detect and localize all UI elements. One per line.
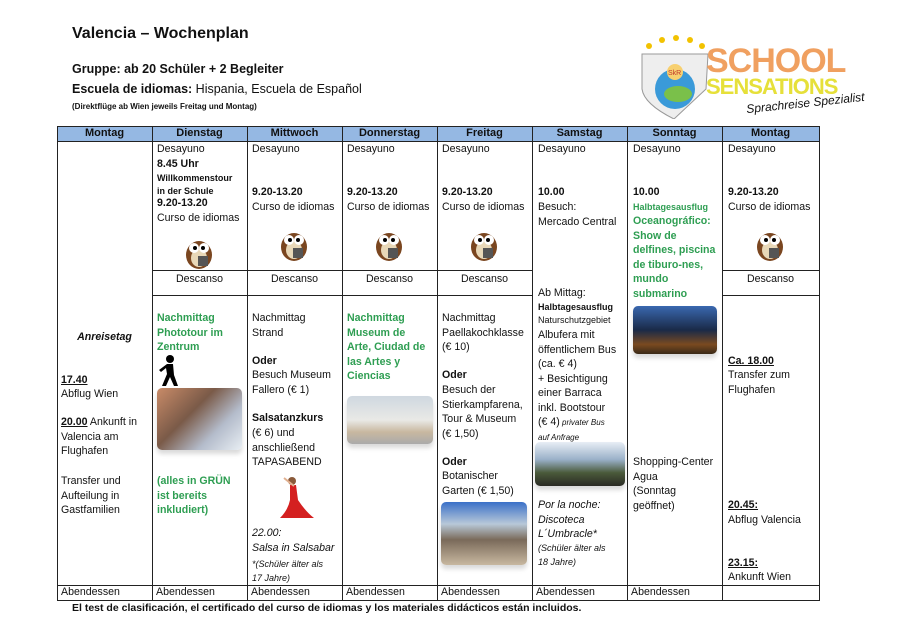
dinner-freitag: Abendessen	[441, 586, 500, 598]
sun-oceanografico: Oceanográfico: Show de delfines, piscina de tiburo-nes, mundo submarino	[633, 215, 716, 300]
grid-line	[342, 126, 343, 601]
thu-break: Descanso	[365, 273, 414, 285]
logo-shield-icon	[634, 34, 714, 119]
fri-or-2: Oder	[442, 456, 467, 468]
flights-note: (Direktflüge ab Wien jeweils Freitag und Montag)	[72, 102, 257, 111]
school-info	[72, 82, 362, 96]
walking-person-icon	[158, 355, 180, 387]
wed-or: Oder	[252, 355, 277, 367]
mon2-course: Curso de idiomas	[728, 201, 811, 213]
mon1-arrival	[61, 415, 137, 459]
grid-line	[722, 270, 819, 271]
header-dienstag: Dienstag	[152, 126, 247, 141]
page-title: Valencia – Wochenplan	[72, 25, 249, 42]
grid-line	[57, 126, 820, 127]
dinner-dienstag: Abendessen	[156, 586, 215, 598]
thu-afternoon: Nachmittag Museum de Arte, Ciudad de las Artes y Ciencias	[347, 312, 426, 382]
school-value: Hispania, Escuela de Español	[195, 82, 362, 96]
header-montag-2: Montag	[722, 126, 819, 141]
fri-or-1: Oder	[442, 369, 467, 381]
fri-garden: Botanischer Garten (€ 1,50)	[442, 470, 514, 497]
wed-course-time: 9.20-13.20	[252, 186, 303, 198]
grid-line	[247, 126, 248, 601]
grid-line	[819, 126, 820, 601]
tue-break: Descanso	[175, 273, 224, 285]
grid-line	[722, 126, 723, 601]
mon2-text-2: Abflug Valencia	[728, 514, 801, 526]
tue-welcome-tour: Willkommenstour in der Schule	[157, 173, 233, 196]
mon2-break: Descanso	[746, 273, 795, 285]
group-info: Gruppe: ab 20 Schüler + 2 Begleiter	[72, 62, 284, 76]
school-sensations-logo	[634, 34, 879, 124]
sat-trip-text	[538, 328, 616, 444]
logo-sensations: SENSATIONS	[706, 74, 838, 99]
group-photo	[441, 502, 527, 565]
fri-break: Descanso	[460, 273, 509, 285]
header-donnerstag: Donnerstag	[342, 126, 437, 141]
mon1-time-2: 20.00	[61, 416, 88, 428]
mon2-time-3: 23.15:	[728, 557, 759, 569]
sat-bus-note: privater Bus auf Anfrage	[538, 418, 605, 442]
logo-badge-text: SkR	[668, 70, 682, 77]
arrival-day-label: Anreisetag	[77, 331, 132, 343]
fri-course: Curso de idiomas	[442, 201, 525, 213]
wed-afternoon: Nachmittag Strand	[252, 312, 306, 339]
wed-break: Descanso	[270, 273, 319, 285]
owl-icon	[372, 228, 406, 262]
flamenco-dancer-icon	[272, 476, 318, 522]
owl-icon	[182, 236, 216, 270]
owl-icon	[277, 228, 311, 262]
grid-line	[57, 126, 58, 601]
sun-time: 10.00	[633, 186, 660, 198]
sun-shopping: Shopping-Center Agua (Sonntag geöffnet)	[633, 456, 714, 512]
tue-course-time: 9.20-13.20	[157, 197, 208, 209]
fri-course-time: 9.20-13.20	[442, 186, 493, 198]
tue-time: 8.45 Uhr	[157, 158, 199, 170]
sat-age-note: (Schüler älter als 18 Jahre)	[538, 543, 606, 567]
mon2-text-1: Transfer zum Flughafen	[728, 369, 791, 396]
mon1-text-2: Ankunft in Valencia am Flughafen	[61, 416, 137, 457]
sat-trip-details: Albufera mit öffentlichem Bus (ca. € 4) + Besichtigung einer Barraca inkl. Bootstour (€ 4)	[538, 329, 617, 428]
sun-trip: Halbtagesausflug	[633, 202, 709, 212]
wed-breakfast: Desayuno	[252, 143, 300, 155]
mon1-time-1: 17.40	[61, 374, 88, 386]
wed-salsa-title: Salsatanzkurs	[252, 412, 324, 424]
wed-course: Curso de idiomas	[252, 201, 335, 213]
sat-visit: Besuch: Mercado Central	[538, 201, 617, 228]
mon1-text-1: Abflug Wien	[61, 388, 119, 400]
phototour-photo	[157, 388, 242, 450]
dinner-mittwoch: Abendessen	[251, 586, 310, 598]
mon2-text-3: Ankunft Wien	[728, 571, 792, 583]
tue-afternoon: Nachmittag Phototour im Zentrum	[157, 312, 223, 353]
school-label: Escuela de idiomas:	[72, 82, 193, 96]
grid-line	[57, 600, 820, 601]
dinner-donnerstag: Abendessen	[346, 586, 405, 598]
ciudad-artes-photo	[347, 396, 433, 444]
sat-breakfast: Desayuno	[538, 143, 586, 155]
sun-breakfast: Desayuno	[633, 143, 681, 155]
albufera-boat-photo	[535, 442, 625, 486]
grid-line	[152, 270, 532, 271]
sat-night: Por la noche: Discoteca L´Umbracle*	[538, 499, 601, 540]
oceanografico-photo	[633, 306, 717, 354]
logo-tagline: Sprachreise Spezialist	[745, 89, 866, 117]
wed-evening: 22.00: Salsa in Salsabar	[252, 527, 335, 554]
dinner-sonntag: Abendessen	[631, 586, 690, 598]
sat-trip: Halbtagesausflug	[538, 302, 614, 312]
grid-line	[532, 126, 533, 601]
sat-reserve: Naturschutzgebiet	[538, 315, 611, 325]
thu-course: Curso de idiomas	[347, 201, 430, 213]
footer-note: El test de clasificación, el certificado del curso de idiomas y los materiales didácticos están incluidos.	[72, 602, 582, 614]
mon1-transfer: Transfer und Aufteilung in Gastfamilien	[61, 475, 121, 516]
included-note: (alles in GRÜN ist bereits inkludiert)	[157, 475, 231, 516]
header-samstag: Samstag	[532, 126, 627, 141]
header-sonntag: Sonntag	[627, 126, 722, 141]
header-mittwoch: Mittwoch	[247, 126, 342, 141]
sat-noon: Ab Mittag:	[538, 287, 586, 299]
grid-line	[437, 126, 438, 601]
fri-bullring: Besuch der Stierkampfarena, Tour & Museum (€ 1,50)	[442, 384, 523, 440]
wed-age-note: *(Schüler älter als 17 Jahre)	[252, 559, 324, 583]
wed-museum: Besuch Museum Fallero (€ 1)	[252, 369, 331, 396]
grid-line	[722, 295, 819, 296]
grid-line	[627, 126, 628, 601]
grid-line	[152, 126, 153, 601]
header-freitag: Freitag	[437, 126, 532, 141]
grid-line	[152, 295, 532, 296]
mon2-breakfast: Desayuno	[728, 143, 776, 155]
wed-salsa-text: (€ 6) und anschließend TAPASABEND	[252, 427, 322, 468]
thu-course-time: 9.20-13.20	[347, 186, 398, 198]
owl-icon	[753, 228, 787, 262]
thu-breakfast: Desayuno	[347, 143, 395, 155]
sat-time: 10.00	[538, 186, 565, 198]
owl-icon	[467, 228, 501, 262]
tue-course: Curso de idiomas	[157, 212, 240, 224]
dinner-montag: Abendessen	[61, 586, 120, 598]
dinner-samstag: Abendessen	[536, 586, 595, 598]
logo-school: SCHOOL	[706, 42, 846, 80]
mon2-course-time: 9.20-13.20	[728, 186, 779, 198]
fri-afternoon: Nachmittag Paellakochklasse (€ 10)	[442, 312, 524, 353]
header-montag: Montag	[57, 126, 152, 141]
fri-breakfast: Desayuno	[442, 143, 490, 155]
mon2-time-1: Ca. 18.00	[728, 355, 774, 367]
tue-breakfast: Desayuno	[157, 143, 205, 155]
mon2-time-2: 20.45:	[728, 499, 759, 511]
